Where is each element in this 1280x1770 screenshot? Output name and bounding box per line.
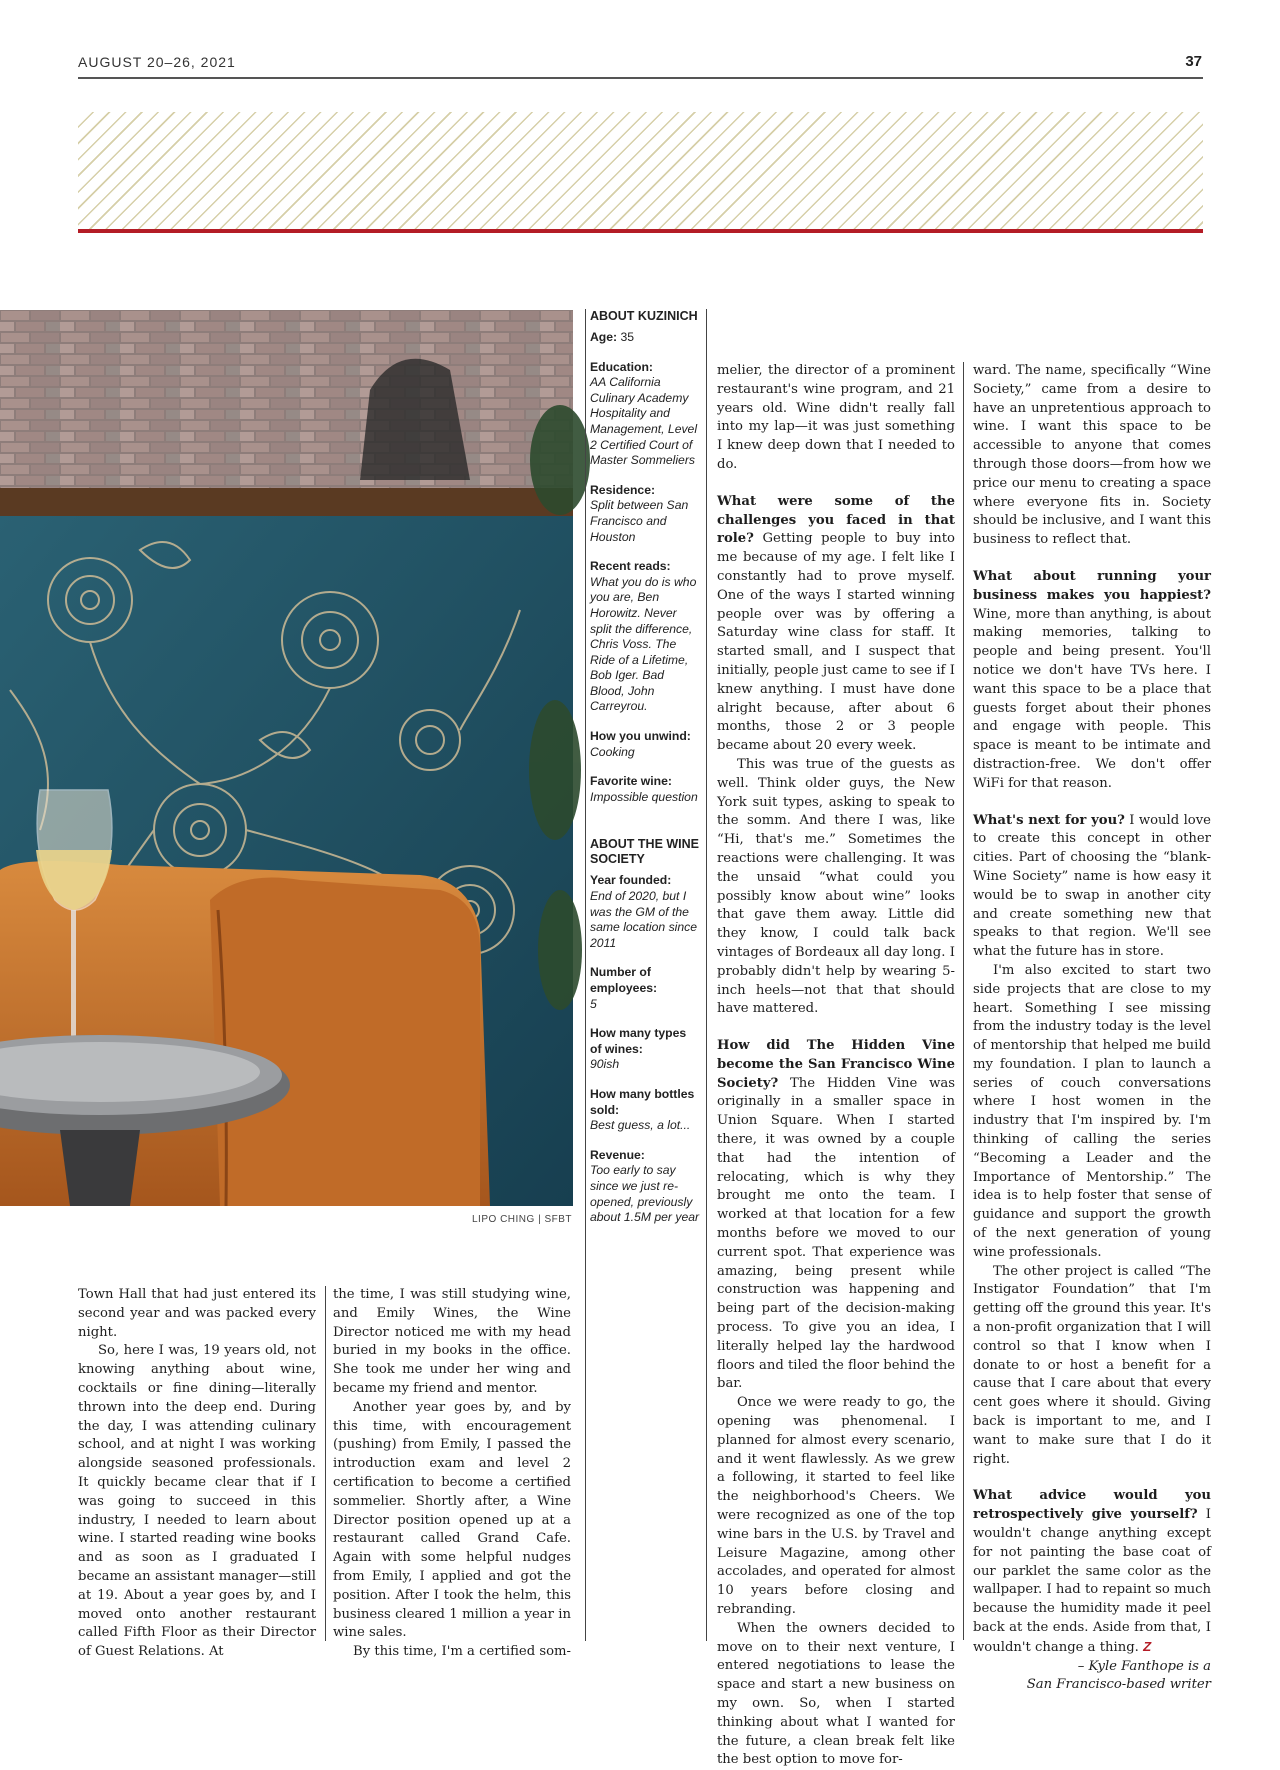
fact-label: Revenue: [590, 1147, 645, 1162]
feature-photo [0, 310, 573, 1206]
question: What advice would you retrospectively give yourself? [973, 1488, 1211, 1523]
paragraph: By this time, I'm a certified som- [353, 1644, 572, 1660]
paragraph: So, here I was, 19 years old, not knowing anything about wine, cocktails or fine dining—literally thrown into the deep end. During the day, I was attending culinary school, and at night I was working alongside seasoned professionals. It quickly became clear that if I was going to succeed in this industry, I needed to learn about wine. I started reading wine books and as soon as I graduated I became an assistant manager—still at 19. About a year goes by, and I moved onto another restaurant called Fifth Floor as their Director of Guest Relations. At [78, 1343, 316, 1660]
fact-residence [590, 483, 700, 545]
paragraph: The other project is called “The Instigator Foundation” that I'm getting off the ground this year. It's a non-profit organization that I will control so that I know when I donate to or host a benefit for a cause that I care about that every cent goes where it should. Giving back is important to me, and I want to make sure that I do it right. [973, 1263, 1212, 1467]
page-number: 37 [1185, 53, 1202, 70]
column-rule [963, 362, 964, 1640]
qa-block [973, 812, 1211, 962]
fact-label: Number of employees: [590, 965, 658, 995]
question: What about running your business makes you happiest? [973, 568, 1211, 603]
fact-label: How you unwind: [590, 729, 691, 744]
qa-block [717, 1037, 955, 1394]
qa-block [973, 568, 1211, 794]
paragraph: ward. The name, specifically “Wine Society,” came from a desire to have an unpretentious approach to wine. I want this space to be accessible to anyone that comes through those doors—from how we price our menu to creating a space where everyone fits in. Society should be inclusive, and I want this business to reflect that. [973, 363, 1211, 548]
article-column-2 [333, 1286, 571, 1662]
fact-wine-types [590, 1026, 700, 1073]
paragraph: Once we were ready to go, the opening was phenomenal. I planned for almost every scenario, and it went flawlessly. As we grew a following, it started to feel like the neighborhood's Cheers. We were recognized as one of the top wine bars in the U.S. by Travel and Leisure Magazine, among other accolades, and operated for almost 10 years before closing and rebranding. [717, 1395, 955, 1617]
fact-year-founded [590, 873, 700, 951]
fact-revenue [590, 1148, 700, 1226]
column-rule [325, 1286, 326, 1641]
fact-label: Residence: [590, 482, 656, 497]
paragraph: melier, the director of a prominent restaurant's wine program, and 21 years old. Wine didn't really fall into my lap—it was just something I knew deep down that I needed to do. [717, 363, 955, 472]
question: What were some of the challenges you faced in that role? [717, 493, 955, 547]
article-column-1 [78, 1286, 316, 1662]
fact-value: What you do is who you are, Ben Horowitz. Never split the difference, Chris Voss. The Ride of a Lifetime, Bob Iger. Bad Blood, John Carreyrou. [590, 574, 697, 714]
fact-label: How many types of wines: [590, 1026, 687, 1056]
fact-value: Split between San Francisco and Houston [590, 498, 689, 544]
answer: I wouldn't change anything except for not painting the base coat of our parklet the same color as the wallpaper. I had to repaint so much because the humidity made it peel back at the ends. Aside from that, I wouldn't change a thing. [973, 1507, 1211, 1655]
qa-block [717, 493, 955, 756]
paragraph: This was true of the guests as well. Think older guys, the New York suit types, asking to speak to the somm. And there I was, like “Hi, that's me.” Sometimes the reactions were challenging. It was the unsaid “what could you possibly know about wine” looks that gave them away. Little did they know, I could talk back vintages of Bordeaux all day long. I probably didn't help by wearing 5-inch heels—not that that should have mattered. [717, 756, 955, 1017]
society-heading: ABOUT THE WINE SOCIETY [590, 837, 700, 867]
paragraph: Another year goes by, and by this time, with encouragement (pushing) from Emily, I passed the introduction exam and level 2 certification to become a certified sommelier. Shortly after, a Wine Director position opened up at a restaurant called Grand Cafe. Again with some helpful nudges from Emily, I applied and got the position. After I took the helm, this business cleared 1 million a year in wine sales. [333, 1399, 571, 1641]
article-column-3 [717, 362, 955, 1770]
answer: Wine, more than anything, is about making memories, talking to people and being present. You'll notice we don't have TVs here. I want this space to be a place that guests forget about their phones and engage with people. This space is meant to be intimate and distraction-free. We don't offer WiFi for that reason. [973, 606, 1211, 791]
fact-value: Cooking [590, 744, 635, 759]
fact-label: Recent reads: [590, 559, 671, 574]
window-frame [0, 488, 573, 516]
fact-value: Impossible question [590, 789, 698, 804]
photo-illustration [0, 310, 573, 1206]
end-mark-icon: Z [1143, 1638, 1152, 1654]
issue-date: AUGUST 20–26, 2021 [78, 54, 236, 70]
column-rule [706, 309, 707, 1641]
fact-label: Year founded: [590, 873, 672, 888]
fact-favorite-wine [590, 774, 700, 805]
fact-bottles-sold [590, 1087, 700, 1134]
fact-sidebar [590, 309, 700, 1240]
column-rule [585, 309, 586, 1641]
hatched-banner [78, 112, 1203, 230]
brick-wall-window [0, 310, 573, 488]
fact-value: End of 2020, but I was the GM of the same location since 2011 [590, 889, 698, 950]
qa-block [973, 1487, 1211, 1657]
question: How did The Hidden Vine become the San Francisco Wine Society? [717, 1038, 955, 1091]
fact-value: Too early to say since we just re-opened, previously about 1.5M per year [590, 1163, 700, 1225]
byline: – Kyle Fanthope is a [1077, 1658, 1211, 1674]
fact-label: Favorite wine: [590, 774, 672, 789]
fact-recent-reads [590, 559, 700, 715]
paragraph: Town Hall that had just entered its second year and was packed every night. [78, 1287, 316, 1340]
accent-rule [78, 229, 1203, 233]
paragraph: When the owners decided to move on to their next venture, I entered negotiations to lease the space and start a new business on my own. So, when I started thinking about what I wanted for the future, a clean break felt like the best option to move for- [717, 1620, 955, 1768]
fact-value: AA California Culinary Academy Hospitality and Management, Level 2 Certified Court of Master Sommeliers [590, 375, 698, 468]
fact-education [590, 360, 700, 469]
fact-label: How many bottles sold: [590, 1086, 695, 1117]
answer: Getting people to buy into me because of my age. I felt like I constantly had to prove myself. One of the ways I started winning people over was by offering a Saturday wine class for staff. It started small, and I suspect that initially, people just came to see if I knew anything. I must have done alright because, after about 6 months, those 2 or 3 people became about 20 every week. [717, 531, 955, 754]
article-column-4 [973, 362, 1211, 1695]
fact-value: Best guess, a lot... [590, 1118, 691, 1133]
question: What's next for you? [973, 812, 1125, 828]
fact-age [590, 330, 700, 346]
fact-label: Age: [590, 330, 618, 344]
fact-employees [590, 965, 700, 1012]
couch-arm [210, 878, 480, 1207]
answer: The Hidden Vine was originally in a smaller space in Union Square. When I started there, it was owned by a couple that had the intention of relocating, which is why they brought me onto the team. I worked at that location for a few months before we moved to our current spot. That experience was amazing, being present while construction was happening and being part of the decision-making process. To give you an idea, I literally helped lay the hardwood floors and tiled the floor behind the bar. [717, 1075, 955, 1392]
paragraph: I'm also excited to start two side projects that are close to my heart. Something I see missing from the industry today is the level of mentorship that helped me build my foundation. I plan to launch a series of couch conversations where I host women in the industry that I'm inspired by. I'm thinking of calling the series “Becoming a Leader and the Importance of Mentorship.” The idea is to help foster that sense of guidance and support the growth of the next generation of young wine professionals. [973, 962, 1211, 1260]
answer: I would love to create this concept in other cities. Part of choosing the “blank-Wine Society” name is how easy it would be to swap in another city and create something new that speaks to that region. We'll see what the future has in store. [973, 812, 1211, 960]
fact-label: Education: [590, 359, 653, 374]
fact-value: 35 [620, 330, 635, 344]
byline: San Francisco-based writer [1026, 1677, 1211, 1693]
about-heading: ABOUT KUZINICH [590, 309, 698, 323]
fact-value: 5 [590, 996, 597, 1011]
fact-unwind [590, 729, 700, 760]
paragraph: the time, I was still studying wine, and Emily Wines, the Wine Director noticed me with my head buried in my books in the office. She took me under her wing and became my friend and mentor. [333, 1287, 571, 1396]
header-rule [78, 77, 1203, 79]
photo-credit: LIPO CHING | SFBT [472, 1214, 572, 1225]
fact-value: 90ish [590, 1057, 620, 1072]
